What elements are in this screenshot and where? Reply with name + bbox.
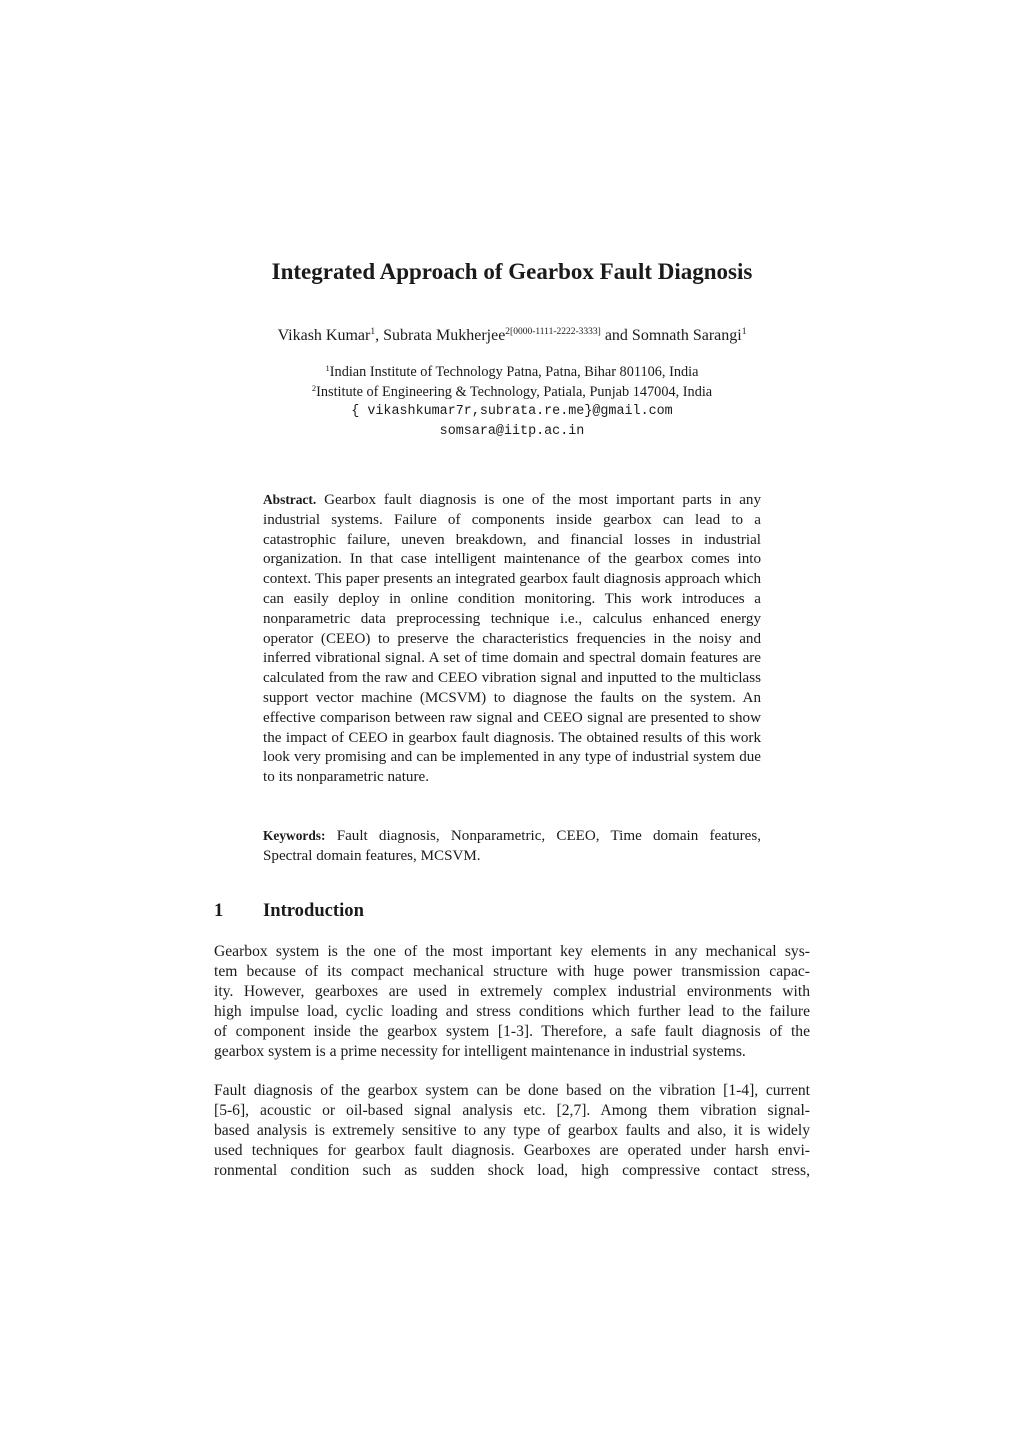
paragraph-line: gearbox system is a prime necessity for intelligent maintenance in industrial systems. — [214, 1042, 746, 1060]
paragraph-line: Gearbox system is the one of the most important key elements in any mechanical sys- — [214, 943, 810, 960]
paragraph-line: of component inside the gearbox system [1-3]. Therefore, a safe fault diagnosis of the — [214, 1022, 810, 1040]
keywords-label: Keywords: — [263, 828, 326, 843]
paragraph-line: high impulse load, cyclic loading and stress conditions which further lead to the failure — [214, 1002, 810, 1020]
author-name: Vikash Kumar — [277, 327, 371, 344]
author-affiliation-marker: 1 — [370, 327, 376, 337]
abstract-text: Gearbox fault diagnosis is one of the most important parts in any industrial systems. Failure of components inside gearbox can lead to a catastrophic failure, uneven breakdown, and financial losses in industrial organization. In that case intelligent maintenance of the gearbox comes into context. This paper presents an integrated gearbox fault diagnosis approach which can easily deploy in online condition monitoring. This work introduces a nonparametric data preprocessing technique i.e., calculus enhanced energy operator (CEEO) to preserve the characteristics frequencies in the noisy and inferred vibrational signal. A set of time domain and spectral domain features are calculated from the raw and CEEO vibration signal and inputted to the multiclass support vector machine (MCSVM) to diagnose the faults on the system. An effective comparison between raw signal and CEEO signal are presented to show the impact of CEEO in gearbox fault diagnosis. The obtained results of this work look very promising and can be implemented in any type of industrial system due to its nonparametric nature. — [263, 492, 761, 786]
paragraph-line: used techniques for gearbox fault diagnosis. Gearboxes are operated under harsh envi- — [214, 1141, 810, 1159]
paragraph-line: tem because of its compact mechanical structure with huge power transmission capac- — [214, 962, 810, 980]
paragraph-line: ity. However, gearboxes are used in extremely complex industrial environments with — [214, 982, 810, 1000]
section-heading — [214, 898, 364, 924]
author-affiliation-marker: 2[0000-1111-2222-3333] — [505, 327, 601, 337]
paper-title: Integrated Approach of Gearbox Fault Diagnosis — [271, 259, 753, 284]
body-paragraph — [214, 1081, 810, 1181]
section-number: 1 — [214, 900, 224, 921]
paragraph-line: ronmental condition such as sudden shock load, high compressive contact stress, — [214, 1161, 810, 1179]
author-separator: and — [600, 327, 632, 344]
author-name: Somnath Sarangi — [631, 327, 742, 344]
affiliations — [0, 363, 1024, 441]
body-paragraph — [214, 942, 810, 1062]
section-title: Introduction — [263, 900, 364, 921]
author-separator: , — [375, 327, 384, 344]
affiliation-line: $^1$Indian Institute of Technology Patna, Patna, Bihar 801106, India — [325, 363, 699, 380]
abstract — [263, 490, 761, 788]
keywords — [263, 826, 761, 867]
abstract-label: Abstract. — [263, 492, 317, 507]
paragraph-line: Fault diagnosis of the gearbox system can be done based on the vibration [1-4], current — [214, 1082, 810, 1099]
author-affiliation-marker: 1 — [741, 327, 747, 337]
affiliation-line: $^2$Institute of Engineering & Technology, Patiala, Punjab 147004, India — [311, 382, 713, 400]
email-line[interactable]: somsara@iitp.ac.in — [439, 423, 585, 439]
paragraph-line: based analysis is extremely sensitive to any type of gearbox faults and also, it is widely — [214, 1121, 810, 1139]
email-line[interactable]: { vikashkumar7r,subrata.re.me}@gmail.com — [351, 404, 673, 419]
author-name: Subrata Mukherjee — [383, 327, 506, 344]
keywords-text: Fault diagnosis, Nonparametric, CEEO, Time domain features, Spectral domain features, MCSVM. — [263, 828, 761, 864]
paragraph-line: [5-6], acoustic or oil-based signal analysis etc. [2,7]. Among them vibration signal- — [214, 1101, 810, 1119]
author-list — [0, 324, 1024, 348]
